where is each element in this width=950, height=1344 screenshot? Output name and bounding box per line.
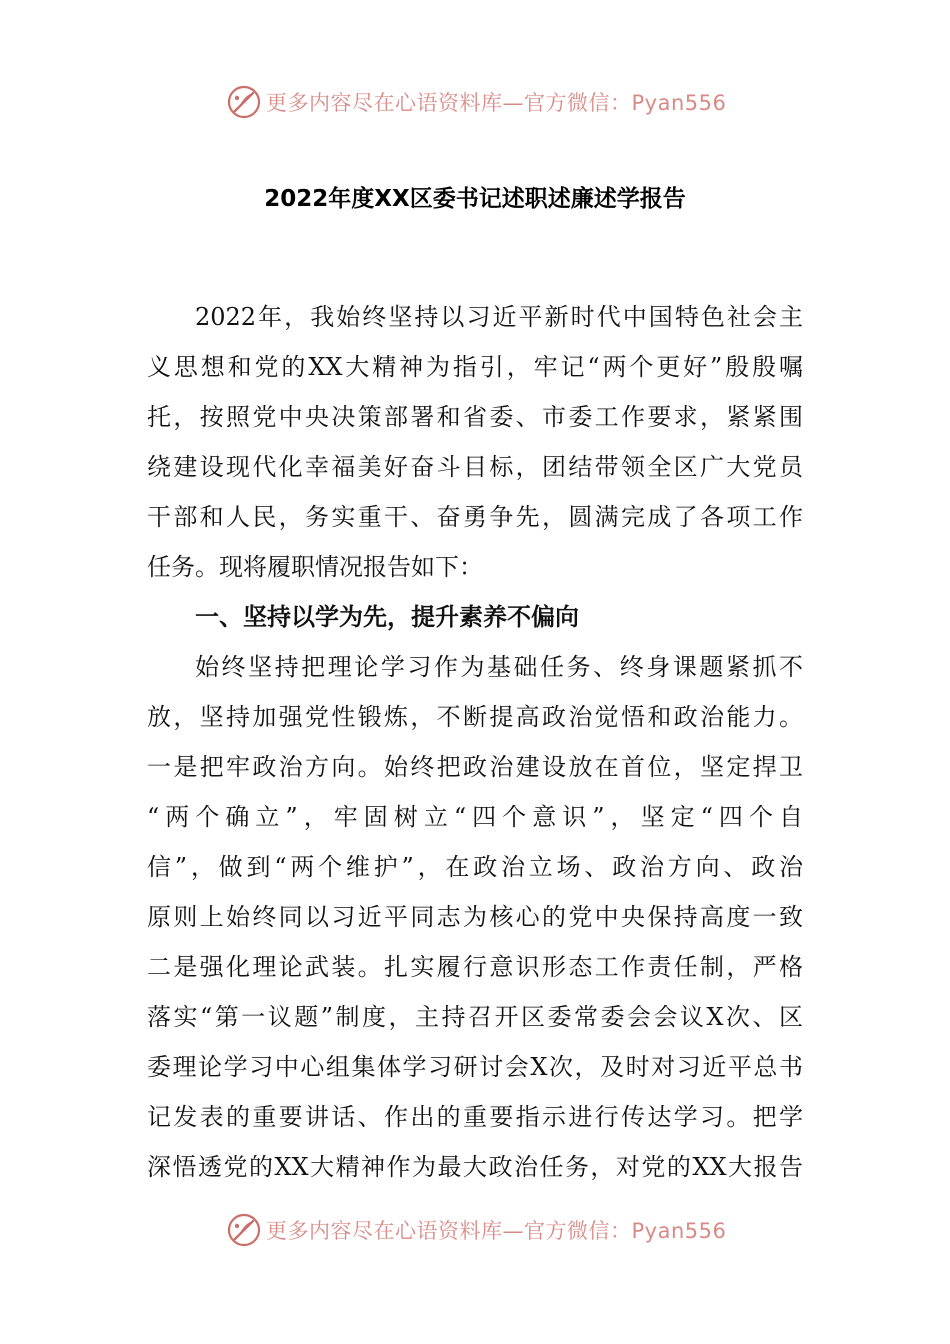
paragraph-line: 委理论学习中心组集体学习研讨会X次，及时对习近平总书 [147,1053,803,1081]
paragraph-line: 原则上始终同以习近平同志为核心的党中央保持高度一致 [147,903,803,931]
paragraph-line: 一是把牢政治方向。始终把政治建设放在首位，坚定捍卫 [147,753,803,781]
watermark-footer [0,1210,950,1250]
paragraph-line: 2022年，我始终坚持以习近平新时代中国特色社会主 [195,303,803,331]
quill-seal-icon [226,84,262,120]
paragraph-line: 落实“第一议题”制度，主持召开区委常委会会议X次、区 [147,1003,803,1031]
paragraph-line: 放，坚持加强党性锻炼，不断提高政治觉悟和政治能力。 [147,703,803,731]
paragraph-line: 任务。现将履职情况报告如下： [147,553,483,581]
watermark-header [0,82,950,122]
paragraph-line: 记发表的重要讲话、作出的重要指示进行传达学习。把学 [147,1103,803,1131]
paragraph-line: 干部和人民，务实重干、奋勇争先，圆满完成了各项工作 [147,503,803,531]
watermark-text: 更多内容尽在心语资料库—官方微信：Pyan556 [266,1219,727,1243]
paragraph-line: 深悟透党的XX大精神作为最大政治任务，对党的XX大报告 [147,1153,803,1181]
paragraph-line: 始终坚持把理论学习作为基础任务、终身课题紧抓不 [195,653,803,681]
paragraph-line: 信”，做到“两个维护”，在政治立场、政治方向、政治 [147,853,803,881]
paragraph-line: “两个确立”，牢固树立“四个意识”，坚定“四个自 [147,803,803,831]
paragraph-line: 托，按照党中央决策部署和省委、市委工作要求，紧紧围 [147,403,803,431]
document-body [147,292,803,1192]
paragraph-line: 绕建设现代化幸福美好奋斗目标，团结带领全区广大党员 [147,453,803,481]
paragraph-line: 二是强化理论武装。扎实履行意识形态工作责任制，严格 [147,953,803,981]
paragraph-line: 义思想和党的XX大精神为指引，牢记“两个更好”殷殷嘱 [147,353,803,381]
quill-seal-icon [226,1212,262,1248]
section-heading: 一、坚持以学为先，提升素养不偏向 [195,603,579,631]
watermark-text: 更多内容尽在心语资料库—官方微信：Pyan556 [266,91,727,115]
document-title: 2022年度XX区委书记述职述廉述学报告 [264,186,686,212]
